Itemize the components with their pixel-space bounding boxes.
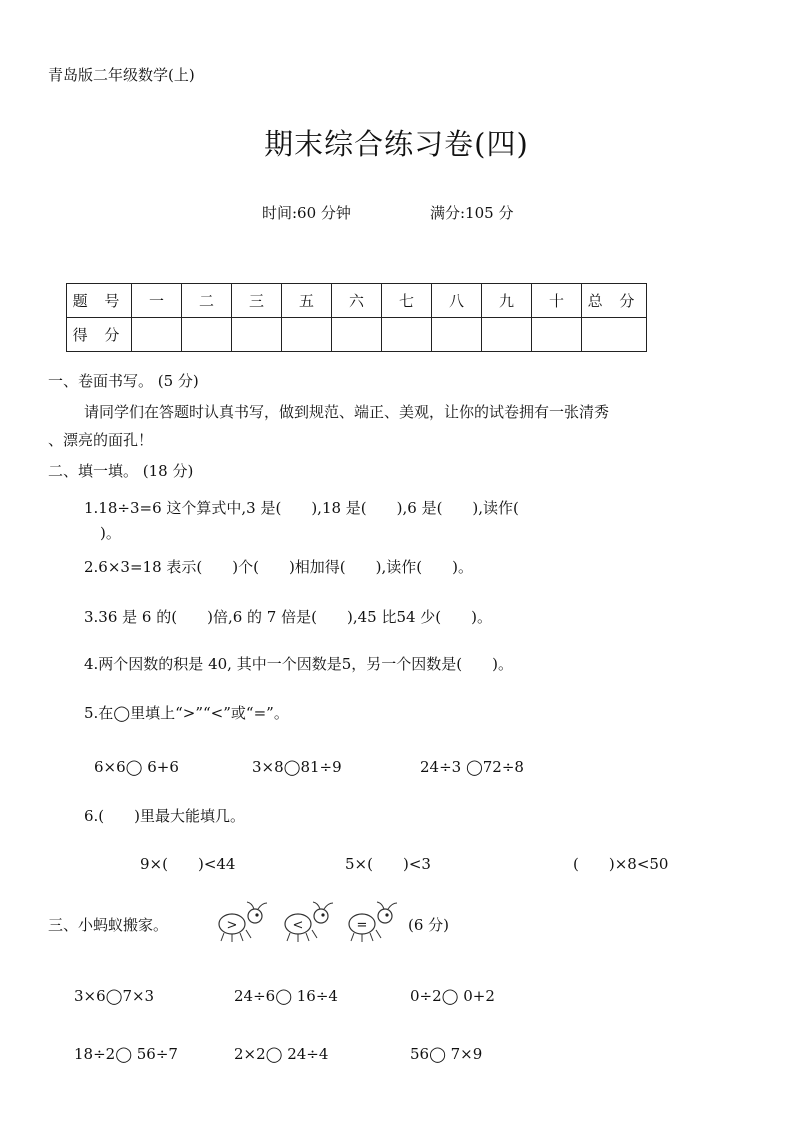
max-fill-item: ( )×8<50 (573, 855, 669, 873)
score-cell[interactable] (532, 318, 582, 352)
ant-icon-less (285, 902, 333, 942)
col-2: 二 (182, 284, 232, 318)
score-cell[interactable] (132, 318, 182, 352)
score-cell[interactable] (332, 318, 382, 352)
col-total: 总 分 (582, 284, 647, 318)
col-3: 三 (232, 284, 282, 318)
question-1-end: )。 (100, 524, 121, 542)
compare-item: 3×8◯81÷9 (252, 758, 342, 776)
col-5: 六 (332, 284, 382, 318)
question-5: 5.在◯里填上“>”“<”或“=”。 (84, 704, 289, 722)
ant-compare-item: 56◯ 7×9 (410, 1045, 483, 1063)
ant-icon-equal (349, 902, 397, 942)
ant-compare-item: 18÷2◯ 56÷7 (74, 1045, 178, 1063)
page-title: 期末综合练习卷(四) (264, 127, 529, 161)
section1-heading: 一、卷面书写。 (5 分) (48, 372, 199, 390)
section1-text-line2: 、漂亮的面孔！ (48, 431, 154, 449)
col-1: 一 (132, 284, 182, 318)
score-table-score-row (67, 318, 647, 352)
ant-compare-item: 2×2◯ 24÷4 (234, 1045, 329, 1063)
question-1: 1.18÷3=6 这个算式中,3 是( ),18 是( ),6 是( ),读作( (84, 499, 519, 517)
score-table-header-row (67, 284, 647, 318)
ant-compare-item: 3×6◯7×3 (74, 987, 155, 1005)
col-6: 七 (382, 284, 432, 318)
book-label: 青岛版二年级数学(上) (48, 66, 195, 84)
col-7: 八 (432, 284, 482, 318)
max-fill-item: 9×( )<44 (140, 855, 236, 873)
ant-sign-equal: = (356, 918, 368, 933)
exam-time: 时间:60 分钟 (262, 204, 351, 222)
score-cell[interactable] (382, 318, 432, 352)
ant-sign-less: < (292, 918, 304, 933)
compare-item: 6×6◯ 6+6 (94, 758, 179, 776)
section3-heading: 三、小蚂蚁搬家。 (48, 916, 169, 934)
score-cell[interactable] (432, 318, 482, 352)
ant-compare-item: 24÷6◯ 16÷4 (234, 987, 338, 1005)
section3-points: (6 分) (408, 916, 450, 934)
full-score: 满分:105 分 (430, 204, 514, 222)
question-4: 4.两个因数的积是 40, 其中一个因数是5，另一个因数是( )。 (84, 655, 513, 673)
score-cell[interactable] (282, 318, 332, 352)
max-fill-item: 5×( )<3 (345, 855, 431, 873)
row-label-score: 得 分 (67, 318, 132, 352)
question-6: 6.( )里最大能填几。 (84, 807, 246, 825)
ant-sign-greater: > (226, 918, 238, 933)
score-cell[interactable] (232, 318, 282, 352)
compare-item: 24÷3 ◯72÷8 (420, 758, 524, 776)
ant-compare-item: 0÷2◯ 0+2 (410, 987, 495, 1005)
question-3: 3.36 是 6 的( )倍,6 的 7 倍是( ),45 比54 少( )。 (84, 608, 492, 626)
question-2: 2.6×3=18 表示( )个( )相加得( ),读作( )。 (84, 558, 473, 576)
ant-icon-greater (219, 902, 267, 942)
score-table (66, 283, 647, 352)
col-9: 十 (532, 284, 582, 318)
col-4: 五 (282, 284, 332, 318)
row-label-question: 题 号 (67, 284, 132, 318)
score-cell[interactable] (182, 318, 232, 352)
col-8: 九 (482, 284, 532, 318)
ant-icons (216, 900, 406, 944)
section2-heading: 二、填一填。 (18 分) (48, 462, 194, 480)
section1-text-line1: 请同学们在答题时认真书写，做到规范、端正、美观，让你的试卷拥有一张清秀 (84, 403, 610, 421)
total-score-cell[interactable] (582, 318, 647, 352)
score-cell[interactable] (482, 318, 532, 352)
